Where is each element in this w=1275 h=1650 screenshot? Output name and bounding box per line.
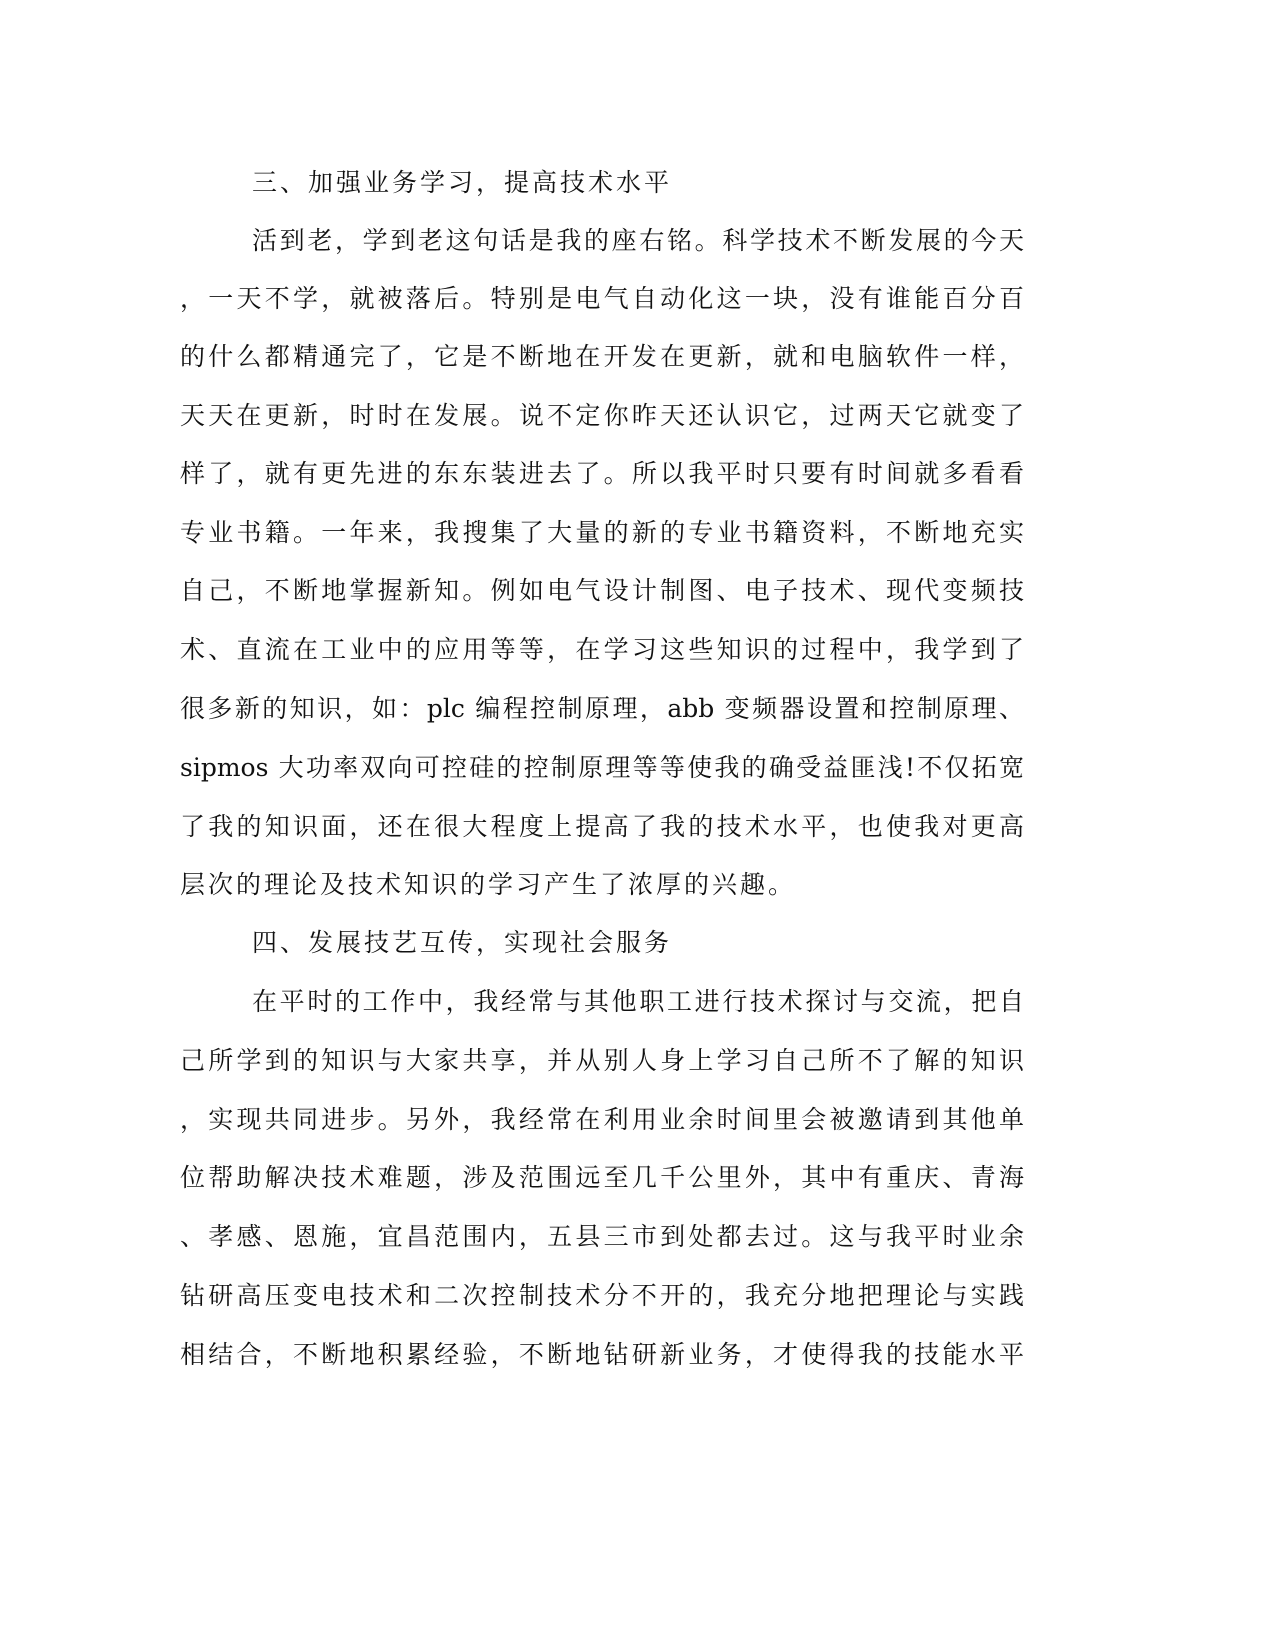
paragraph-line: 层次的理论及技术知识的学习产生了浓厚的兴趣。 [180,870,797,899]
paragraph-line: 、孝感、恩施，宜昌范围内，五县三市到处都去过。这与我平时业余 [180,1222,1024,1251]
paragraph-line: sipmos 大功率双向可控硅的控制原理等等使我的确受益匪浅!不仅拓宽 [180,753,1024,782]
paragraph-line: 钻研高压变电技术和二次控制技术分不开的，我充分地把理论与实践 [180,1281,1024,1310]
paragraph-line: 的什么都精通完了，它是不断地在开发在更新，就和电脑软件一样， [180,342,1024,371]
paragraph-line: 专业书籍。一年来，我搜集了大量的新的专业书籍资料，不断地充实 [180,518,1024,547]
paragraph-line: 位帮助解决技术难题，涉及范围远至几千公里外，其中有重庆、青海 [180,1163,1024,1192]
paragraph-line: 样了，就有更先进的东东装进去了。所以我平时只要有时间就多看看 [180,459,1024,488]
paragraph-line: ，实现共同进步。另外，我经常在利用业余时间里会被邀请到其他单 [180,1105,1024,1134]
paragraph-line: 自己，不断地掌握新知。例如电气设计制图、电子技术、现代变频技 [180,576,1024,605]
section-heading-4: 四、发展技艺互传，实现社会服务 [252,928,673,957]
paragraph-line: ，一天不学，就被落后。特别是电气自动化这一块，没有谁能百分百 [180,284,1024,313]
paragraph-line: 术、直流在工业中的应用等等，在学习这些知识的过程中，我学到了 [180,635,1024,664]
paragraph-line: 天天在更新，时时在发展。说不定你昨天还认识它，过两天它就变了 [180,401,1024,430]
paragraph-line: 己所学到的知识与大家共享，并从别人身上学习自己所不了解的知识 [180,1046,1024,1075]
paragraph-line: 相结合，不断地积累经验，不断地钻研新业务，才使得我的技能水平 [180,1340,1024,1369]
paragraph-line: 了我的知识面，还在很大程度上提高了我的技术水平，也使我对更高 [180,812,1024,841]
paragraph-line: 活到老，学到老这句话是我的座右铭。科学技术不断发展的今天 [252,226,1024,255]
paragraph-line: 在平时的工作中，我经常与其他职工进行技术探讨与交流，把自 [252,987,1024,1016]
section-heading-3: 三、加强业务学习，提高技术水平 [252,168,673,197]
paragraph-line: 很多新的知识，如：plc 编程控制原理，abb 变频器设置和控制原理、 [180,694,1024,723]
